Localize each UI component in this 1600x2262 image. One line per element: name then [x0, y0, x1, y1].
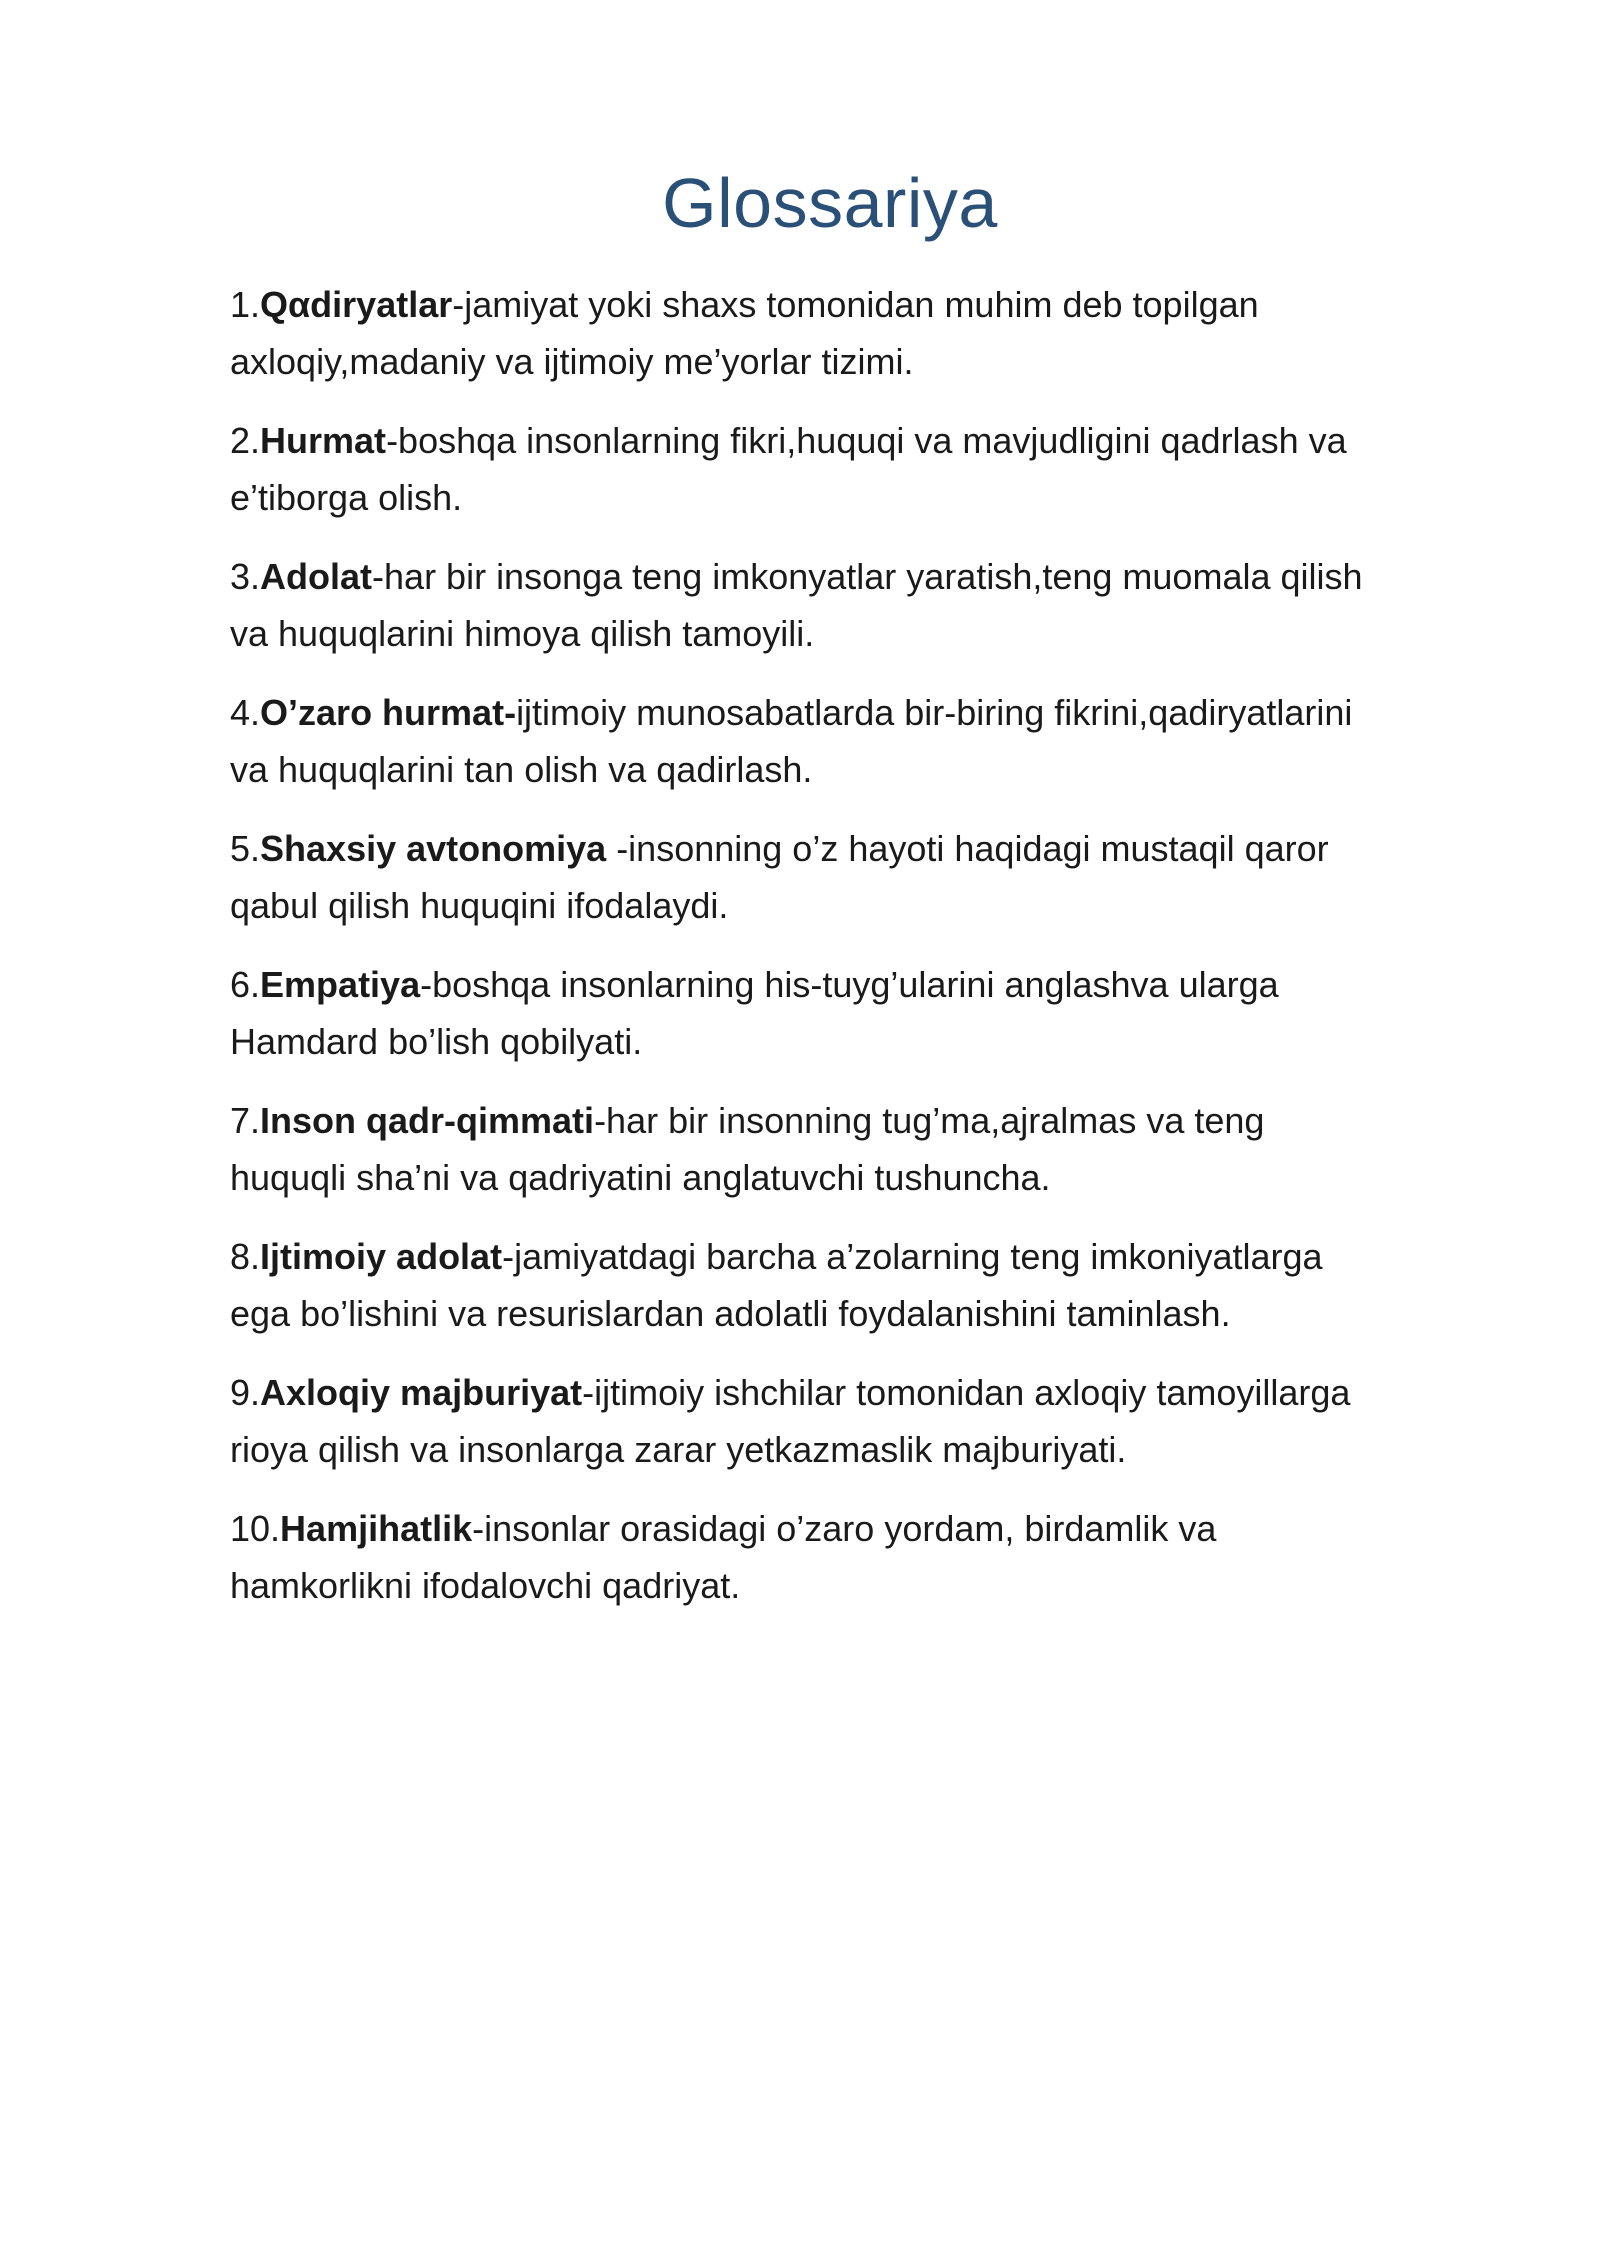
entry-definition: -insonning o’z hayoti haqidagi mustaqil qaror [606, 828, 1329, 869]
glossary-entry-9 [230, 1364, 1510, 1478]
entry-number: 10. [230, 1508, 281, 1549]
entry-number: 2. [230, 420, 261, 461]
entry-term: Qαdiryatlar [260, 284, 453, 325]
entry-definition: -har bir insonning tug’ma,ajralmas va teng [594, 1100, 1265, 1141]
entry-term: Ijtimoiy adolat [260, 1236, 503, 1277]
entry-definition: -jamiyatdagi barcha a’zolarning teng imkoniyatlarga [502, 1236, 1323, 1277]
entry-definition-continued: huquqli sha’ni va qadriyatini anglatuvchi tushuncha. [230, 1157, 1051, 1198]
entry-definition-continued: hamkorlikni ifodalovchi qadriyat. [230, 1565, 741, 1606]
glossary-entry-1 [230, 276, 1510, 390]
entry-definition: -boshqa insonlarning fikri,huquqi va mavjudligini qadrlash va [386, 420, 1347, 461]
glossary-entry-6 [230, 956, 1510, 1070]
glossary-entry-8 [230, 1228, 1510, 1342]
entry-term: Axloqiy majburiyat [260, 1372, 583, 1413]
page-title: Glossariya [662, 164, 998, 242]
glossary-entry-2 [230, 412, 1510, 526]
glossary-entry-7 [230, 1092, 1510, 1206]
entry-definition: ijtimoiy munosabatlarda bir-biring fikrini,qadiryatlarini [516, 692, 1353, 733]
entry-number: 5. [230, 828, 261, 869]
entry-definition-continued: rioya qilish va insonlarga zarar yetkazmaslik majburiyati. [230, 1429, 1127, 1470]
glossary-entry-10 [230, 1500, 1510, 1614]
entry-term: Shaxsiy avtonomiya [260, 828, 607, 869]
entry-number: 3. [230, 556, 261, 597]
entry-number: 8. [230, 1236, 261, 1277]
entry-definition-continued: va huquqlarini himoya qilish tamoyili. [230, 613, 815, 654]
entry-definition: -har bir insonga teng imkonyatlar yaratish,teng muomala qilish [372, 556, 1363, 597]
entry-definition-continued: va huquqlarini tan olish va qadirlash. [230, 749, 813, 790]
entry-number: 9. [230, 1372, 261, 1413]
entry-definition-continued: ega bo’lishini va resurislardan adolatli foydalanishini taminlash. [230, 1293, 1231, 1334]
entry-definition-continued: e’tiborga olish. [230, 477, 463, 518]
glossary-entry-4 [230, 684, 1510, 798]
glossary-entry-3 [230, 548, 1510, 662]
entry-number: 4. [230, 692, 261, 733]
entry-number: 1. [230, 284, 261, 325]
entry-number: 7. [230, 1100, 261, 1141]
glossary-entry-5 [230, 820, 1510, 934]
entry-definition: -jamiyat yoki shaxs tomonidan muhim deb topilgan [452, 284, 1259, 325]
entry-definition: -ijtimoiy ishchilar tomonidan axloqiy tamoyillarga [582, 1372, 1351, 1413]
entry-definition: -insonlar orasidagi o’zaro yordam, birdamlik va [472, 1508, 1217, 1549]
entry-term: Inson qadr-qimmati [260, 1100, 595, 1141]
entry-number: 6. [230, 964, 261, 1005]
entry-term: Empatiya [260, 964, 421, 1005]
entry-term: Hurmat [260, 420, 387, 461]
entry-definition-continued: axloqiy,madaniy va ijtimoiy me’yorlar tizimi. [230, 341, 914, 382]
entry-definition: -boshqa insonlarning his-tuyg’ularini anglashva ularga [420, 964, 1279, 1005]
entry-term: Hamjihatlik [280, 1508, 473, 1549]
entry-definition-continued: qabul qilish huquqini ifodalaydi. [230, 885, 729, 926]
entry-term: Adolat [260, 556, 373, 597]
entry-definition-continued: Hamdard bo’lish qobilyati. [230, 1021, 643, 1062]
glossary-list [230, 276, 1510, 1636]
entry-term: O’zaro hurmat- [260, 692, 517, 733]
